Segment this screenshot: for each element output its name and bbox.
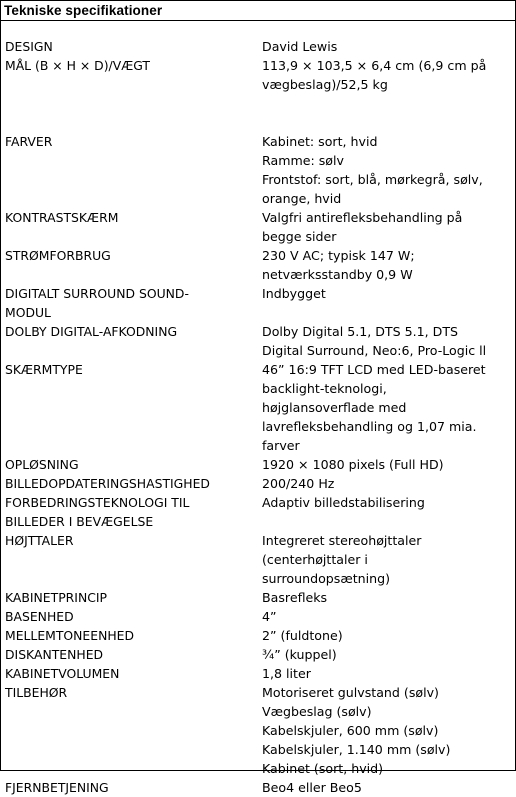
spec-value — [262, 645, 515, 664]
spec-row — [1, 493, 515, 531]
spec-row — [1, 132, 515, 208]
spec-label — [1, 208, 262, 246]
spec-label-line — [5, 702, 262, 721]
spec-label-line — [5, 151, 262, 170]
spec-value-line: David Lewis — [262, 39, 338, 54]
spec-label — [1, 246, 262, 284]
spec-value — [262, 588, 515, 607]
spec-label-line — [5, 94, 262, 113]
spec-label-line: KABINETVOLUMEN — [5, 666, 120, 681]
spec-label-line — [5, 721, 262, 740]
spec-row — [1, 284, 515, 322]
spec-value-line: Dolby Digital 5.1, DTS 5.1, DTS — [262, 324, 459, 339]
spec-value-line: 200/240 Hz — [262, 476, 335, 491]
spec-label-line — [5, 113, 262, 132]
spec-row — [1, 474, 515, 493]
spec-row — [1, 56, 515, 113]
spec-label — [1, 37, 262, 56]
spec-row — [1, 208, 515, 246]
spec-label-line: STRØMFORBRUG — [5, 248, 111, 263]
spec-value — [262, 531, 515, 588]
spec-value — [262, 284, 515, 322]
spec-label — [1, 531, 262, 588]
spec-value — [262, 664, 515, 683]
spec-label — [1, 778, 262, 797]
spec-value-line: 1920 × 1080 pixels (Full HD) — [262, 457, 444, 472]
spec-label-line: DISKANTENHED — [5, 647, 104, 662]
spec-label — [1, 284, 262, 322]
spec-value-line: netværksstandby 0,9 W — [262, 267, 413, 282]
spec-label-line — [5, 265, 262, 284]
spec-value-line: Indbygget — [262, 286, 326, 301]
spec-row — [1, 607, 515, 626]
spec-value-line: Frontstof: sort, blå, mørkegrå, sølv, — [262, 172, 483, 187]
spec-value-line: 2” (fuldtone) — [262, 628, 343, 643]
spec-value-line: lavrefleksbehandling og 1,07 mia. — [262, 419, 477, 434]
spec-label-line — [5, 227, 262, 246]
spec-value — [262, 778, 515, 797]
spec-row — [1, 246, 515, 284]
spec-label-line — [5, 75, 262, 94]
spec-value — [262, 322, 515, 360]
spec-row — [1, 360, 515, 455]
spec-value-line: Valgfri antirefleksbehandling på — [262, 210, 463, 225]
spec-value — [262, 455, 515, 474]
spec-value-line: Integreret stereohøjttaler — [262, 533, 422, 548]
spec-row — [1, 113, 515, 132]
spec-label-line: BASENHED — [5, 609, 74, 624]
spec-value-line — [262, 512, 515, 531]
spec-label-line: DOLBY DIGITAL-AFKODNING — [5, 324, 178, 339]
spec-label — [1, 56, 262, 113]
spec-row — [1, 531, 515, 588]
spec-value — [262, 113, 515, 132]
spec-label-line — [5, 379, 262, 398]
spec-label-line: MÅL (B × H × D)/VÆGT — [5, 58, 151, 73]
spec-label — [1, 322, 262, 360]
spec-value-line: 46” 16:9 TFT LCD med LED-baseret — [262, 362, 486, 377]
spec-value-line: 1,8 liter — [262, 666, 311, 681]
spec-value — [262, 607, 515, 626]
spec-label-line: FARVER — [5, 134, 53, 149]
spec-value-line: Digital Surround, Neo:6, Pro-Logic ll — [262, 343, 487, 358]
spec-label-line: DIGITALT SURROUND SOUND- — [5, 286, 189, 301]
spec-label — [1, 474, 262, 493]
spec-value-line: Motoriseret gulvstand (sølv) — [262, 685, 439, 700]
spec-label-line: BILLEDER I BEVÆGELSE — [5, 514, 154, 529]
spec-value — [262, 208, 515, 246]
spec-value-line: Kabelskjuler, 1.140 mm (sølv) — [262, 742, 451, 757]
spec-label — [1, 360, 262, 455]
spec-label-line — [5, 550, 262, 569]
spec-value-line: orange, hvid — [262, 191, 342, 206]
spec-label-line — [5, 417, 262, 436]
spec-value-line: Kabinet (sort, hvid) — [262, 761, 384, 776]
spec-value-line: Adaptiv billedstabilisering — [262, 495, 425, 510]
spec-row — [1, 778, 515, 797]
spec-label — [1, 113, 262, 132]
spec-value-line: 4” — [262, 609, 277, 624]
spec-value-line: Kabelskjuler, 600 mm (sølv) — [262, 723, 439, 738]
spec-value — [262, 474, 515, 493]
spec-label — [1, 455, 262, 474]
spec-label — [1, 132, 262, 208]
spec-row — [1, 588, 515, 607]
spec-label-line: FJERNBETJENING — [5, 780, 109, 795]
spec-value-line — [262, 303, 515, 322]
spec-label-line — [5, 189, 262, 208]
spec-label-line: SKÆRMTYPE — [5, 362, 83, 377]
spec-row — [1, 455, 515, 474]
spec-label-line: HØJTTALER — [5, 533, 74, 548]
spec-label — [1, 588, 262, 607]
spec-label-line: OPLØSNING — [5, 457, 79, 472]
spec-value-line: Basrefleks — [262, 590, 328, 605]
spec-label-line: TILBEHØR — [5, 685, 68, 700]
spec-value-line: højglansoverflade med — [262, 400, 407, 415]
spec-value — [262, 683, 515, 778]
spec-value-line: vægbeslag)/52,5 kg — [262, 77, 388, 92]
table-title: Tekniske specifikationer — [4, 3, 163, 18]
spec-value — [262, 493, 515, 531]
spec-label-line — [5, 436, 262, 455]
spec-value-line — [262, 94, 515, 113]
spec-row — [1, 626, 515, 645]
spec-label — [1, 683, 262, 778]
spec-label-line: MELLEMTONEENHED — [5, 628, 135, 643]
spec-value-line: backlight-teknologi, — [262, 381, 387, 396]
spec-value — [262, 626, 515, 645]
spec-value-line: (centerhøjttaler i — [262, 552, 368, 567]
spec-value — [262, 132, 515, 208]
spec-row — [1, 683, 515, 778]
spec-value-line: begge sider — [262, 229, 337, 244]
spec-value-line: Ramme: sølv — [262, 153, 344, 168]
spec-row — [1, 37, 515, 56]
spec-value — [262, 56, 515, 113]
spec-label-line: KONTRASTSKÆRM — [5, 210, 119, 225]
spec-value-line: surroundopsætning) — [262, 571, 390, 586]
spec-label-line — [5, 170, 262, 189]
spec-value — [262, 246, 515, 284]
spec-label-line — [5, 569, 262, 588]
spec-value-line: 230 V AC; typisk 147 W; — [262, 248, 415, 263]
spec-value-line — [262, 113, 515, 132]
spec-rows — [1, 37, 515, 797]
spec-label-line — [5, 740, 262, 759]
spec-label-line: KABINETPRINCIP — [5, 590, 107, 605]
spec-label — [1, 493, 262, 531]
spec-label-line: DESIGN — [5, 39, 53, 54]
spec-value-line: ¾” (kuppel) — [262, 647, 337, 662]
spec-label-line: BILLEDOPDATERINGSHASTIGHED — [5, 476, 210, 491]
spec-row — [1, 645, 515, 664]
spec-value-line: farver — [262, 438, 300, 453]
spec-value — [262, 360, 515, 455]
spec-label — [1, 626, 262, 645]
spec-label — [1, 607, 262, 626]
spec-value-line: Kabinet: sort, hvid — [262, 134, 378, 149]
spec-label — [1, 645, 262, 664]
spec-value-line: 113,9 × 103,5 × 6,4 cm (6,9 cm på — [262, 58, 487, 73]
title-divider — [1, 20, 515, 21]
spec-label-line: MODUL — [5, 305, 51, 320]
spec-label — [1, 664, 262, 683]
spec-label-line — [5, 398, 262, 417]
spec-row — [1, 322, 515, 360]
spec-value — [262, 37, 515, 56]
spec-label-line — [5, 759, 262, 778]
spec-label-line: FORBEDRINGSTEKNOLOGI TIL — [5, 495, 190, 510]
spec-row — [1, 664, 515, 683]
spec-value-line: Vægbeslag (sølv) — [262, 704, 372, 719]
spec-value-line: Beo4 eller Beo5 — [262, 780, 362, 795]
spec-label-line — [5, 341, 262, 360]
